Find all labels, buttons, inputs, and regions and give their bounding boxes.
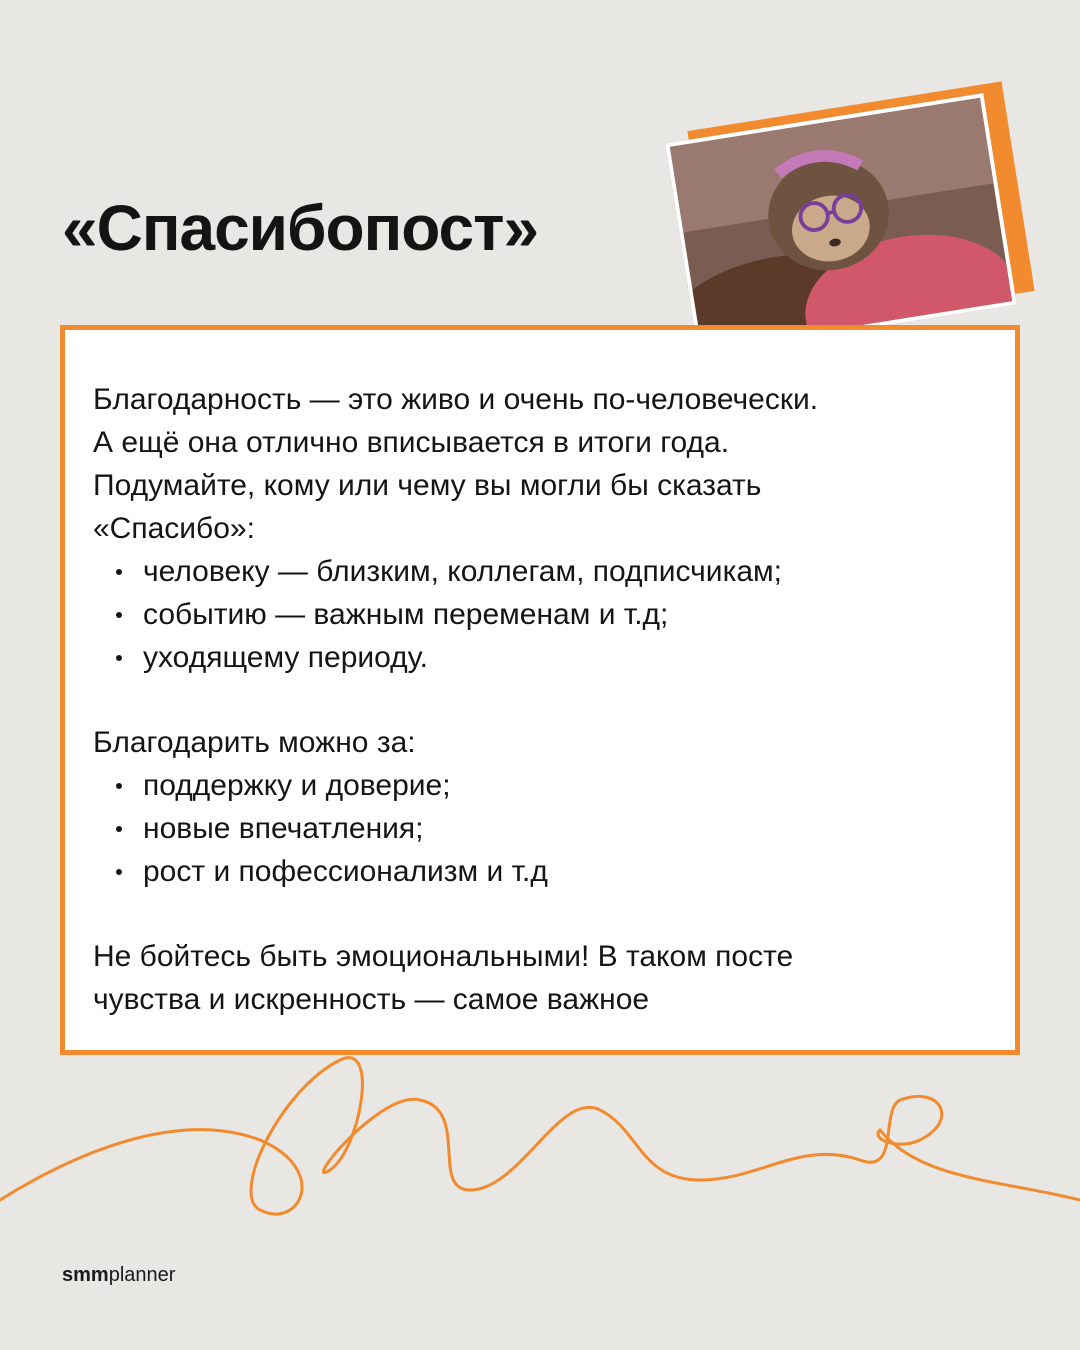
list-item: уходящему периоду. bbox=[113, 636, 975, 679]
content-card bbox=[60, 325, 1020, 1055]
intro-line-3: Подумайте, кому или чему вы могли бы сказать bbox=[93, 469, 762, 502]
logo-bold: smm bbox=[62, 1264, 109, 1286]
photo-frame bbox=[680, 95, 1020, 340]
intro-line-2: А ещё она отлично вписывается в итоги года. bbox=[93, 426, 730, 459]
closing-line-1: Не бойтесь быть эмоциональными! В таком посте bbox=[93, 940, 794, 973]
decorative-squiggle bbox=[0, 1030, 1080, 1230]
list-item: событию — важным переменам и т.д; bbox=[113, 593, 975, 636]
list-item: рост и пофессионализм и т.д bbox=[113, 850, 975, 893]
intro-line-4: «Спасибо»: bbox=[93, 512, 255, 545]
section-heading: Благодарить можно за: bbox=[93, 726, 416, 759]
page-title: «Спасибопост» bbox=[62, 192, 539, 264]
reasons-list bbox=[93, 764, 975, 893]
list-item: человеку — близким, коллегам, подписчикам; bbox=[113, 550, 975, 593]
brand-logo bbox=[62, 1264, 175, 1287]
recipients-list bbox=[93, 550, 975, 679]
logo-light: planner bbox=[108, 1264, 176, 1286]
list-item: новые впечатления; bbox=[113, 807, 975, 850]
card-content bbox=[93, 378, 975, 1021]
intro-line-1: Благодарность — это живо и очень по-человечески. bbox=[93, 383, 819, 416]
list-item: поддержку и доверие; bbox=[113, 764, 975, 807]
closing-line-2: чувства и искренность — самое важное bbox=[93, 983, 650, 1016]
